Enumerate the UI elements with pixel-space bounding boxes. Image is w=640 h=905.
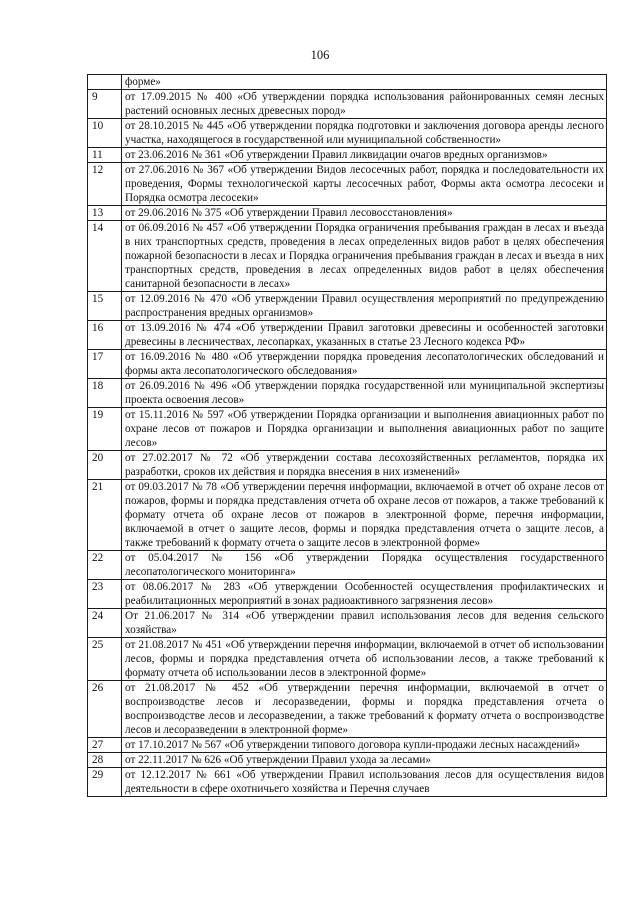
table-row: [88, 148, 607, 163]
table-row: [88, 292, 607, 321]
row-text: от 15.11.2016 № 597 «Об утверждении Порядка организации и выполнения авиационных работ по охране лесов от пожаров и Порядка организации и выполнения авиационных работ по защите лесов»: [122, 408, 607, 451]
table-row: [88, 551, 607, 580]
table-row: [88, 379, 607, 408]
row-number: 9: [88, 90, 122, 119]
row-number: 14: [88, 221, 122, 292]
row-text: от 12.12.2017 № 661 «Об утверждении Правил использования лесов для осуществления видов деятельности в сфере охотничьего хозяйства и Перечня случаев: [122, 768, 607, 797]
table-row: [88, 753, 607, 768]
row-text: от 12.09.2016 № 470 «Об утверждении Правил осуществления мероприятий по предупреждению распространения вредных организмов»: [122, 292, 607, 321]
table-row: [88, 738, 607, 753]
row-text: от 21.08.2017 № 451 «Об утверждении перечня информации, включаемой в отчет об использовании лесов, формы и порядка представления отчета об использовании лесов, а также требований к формату отчета об использовании лесов в электронной форме»: [122, 638, 607, 681]
table-row: [88, 408, 607, 451]
row-number: 24: [88, 609, 122, 638]
table-row: [88, 480, 607, 551]
row-number: 19: [88, 408, 122, 451]
table-row: [88, 350, 607, 379]
row-number: 21: [88, 480, 122, 551]
table-row: [88, 638, 607, 681]
row-number: 11: [88, 148, 122, 163]
regulations-table: [87, 74, 607, 797]
row-number: 26: [88, 681, 122, 738]
table-row: [88, 681, 607, 738]
table-row: [88, 580, 607, 609]
row-number: 25: [88, 638, 122, 681]
row-number: 10: [88, 119, 122, 148]
row-number: 17: [88, 350, 122, 379]
table-row: [88, 451, 607, 480]
row-number: [88, 75, 122, 90]
row-number: 22: [88, 551, 122, 580]
table-row: [88, 163, 607, 206]
table-row: [88, 119, 607, 148]
table-body: [88, 75, 607, 797]
table-row: [88, 609, 607, 638]
row-text: от 29.06.2016 № 375 «Об утверждении Правил лесовосстановления»: [122, 206, 607, 221]
row-text: от 09.03.2017 № 78 «Об утверждении перечня информации, включаемой в отчет об охране лесов от пожаров, формы и порядка представления отчета об охране лесов от пожаров, а также требований к формату отчета об охране лесов от пожаров в электронной форме, перечня информации, включаемой в отчет о защите лесов, формы и порядка представления отчета о защите лесов, а также требований к формату отчета о защите лесов в электронной форме»: [122, 480, 607, 551]
row-text: от 17.09.2015 № 400 «Об утверждении порядка использования районированных семян лесных растений основных лесных древесных пород»: [122, 90, 607, 119]
row-number: 28: [88, 753, 122, 768]
table-row: [88, 221, 607, 292]
row-text: от 05.04.2017 № 156 «Об утверждении Порядка осуществления государственного лесопатологического мониторинга»: [122, 551, 607, 580]
row-text: от 13.09.2016 № 474 «Об утверждении Правил заготовки древесины и особенностей заготовки древесины в лесничествах, лесопарках, указанных в статье 23 Лесного кодекса РФ»: [122, 321, 607, 350]
row-number: 15: [88, 292, 122, 321]
row-text: от 27.02.2017 № 72 «Об утверждении состава лесохозяйственных регламентов, порядка их разработки, сроков их действия и порядка внесения в них изменений»: [122, 451, 607, 480]
table-row: [88, 206, 607, 221]
row-text: от 08.06.2017 № 283 «Об утверждении Особенностей осуществления профилактических и реабилитационных мероприятий в зонах радиоактивного загрязнения лесов»: [122, 580, 607, 609]
row-text: от 27.06.2016 № 367 «Об утверждении Видов лесосечных работ, порядка и последовательности их проведения, Формы технологической карты лесосечных работ, Формы акта осмотра лесосеки и Порядка осмотра лесосеки»: [122, 163, 607, 206]
row-number: 18: [88, 379, 122, 408]
row-text: от 22.11.2017 № 626 «Об утверждении Правил ухода за лесами»: [122, 753, 607, 768]
table-row: [88, 90, 607, 119]
row-number: 13: [88, 206, 122, 221]
row-text: от 17.10.2017 № 567 «Об утверждении типового договора купли-продажи лесных насаждений»: [122, 738, 607, 753]
row-text: от 21.08.2017 № 452 «Об утверждении перечня информации, включаемой в отчет о воспроизводстве лесов и лесоразведении, формы и порядка представления отчета о воспроизводстве лесов и лесоразведении, а также требований к формату отчета о воспроизводстве лесов и лесоразведении в электронной форме»: [122, 681, 607, 738]
row-number: 16: [88, 321, 122, 350]
table-row: [88, 75, 607, 90]
row-number: 12: [88, 163, 122, 206]
row-number: 27: [88, 738, 122, 753]
row-text: форме»: [122, 75, 607, 90]
page-number: 106: [310, 48, 330, 62]
table-row: [88, 321, 607, 350]
table-row: [88, 768, 607, 797]
row-text: от 28.10.2015 № 445 «Об утверждении порядка подготовки и заключения договора аренды лесного участка, находящегося в государственной или муниципальной собственности»: [122, 119, 607, 148]
row-text: От 21.06.2017 № 314 «Об утверждении правил использования лесов для ведения сельского хозяйства»: [122, 609, 607, 638]
row-text: от 16.09.2016 № 480 «Об утверждении порядка проведения лесопатологических обследований и формы акта лесопатологического обследования»: [122, 350, 607, 379]
row-text: от 23.06.2016 № 361 «Об утверждении Правил ликвидации очагов вредных организмов»: [122, 148, 607, 163]
row-text: от 26.09.2016 № 496 «Об утверждении порядка государственной или муниципальной экспертизы проекта освоения лесов»: [122, 379, 607, 408]
row-text: от 06.09.2016 № 457 «Об утверждении Порядка ограничения пребывания граждан в лесах и въезда в них транспортных средств, проведения в лесах определенных видов работ в целях обеспечения пожарной безопасности в лесах и Порядка ограничения пребывания граждан в лесах и въезда в них транспортных средств, проведения в лесах определенных видов работ в целях обеспечения санитарной безопасности в лесах»: [122, 221, 607, 292]
row-number: 29: [88, 768, 122, 797]
row-number: 23: [88, 580, 122, 609]
row-number: 20: [88, 451, 122, 480]
